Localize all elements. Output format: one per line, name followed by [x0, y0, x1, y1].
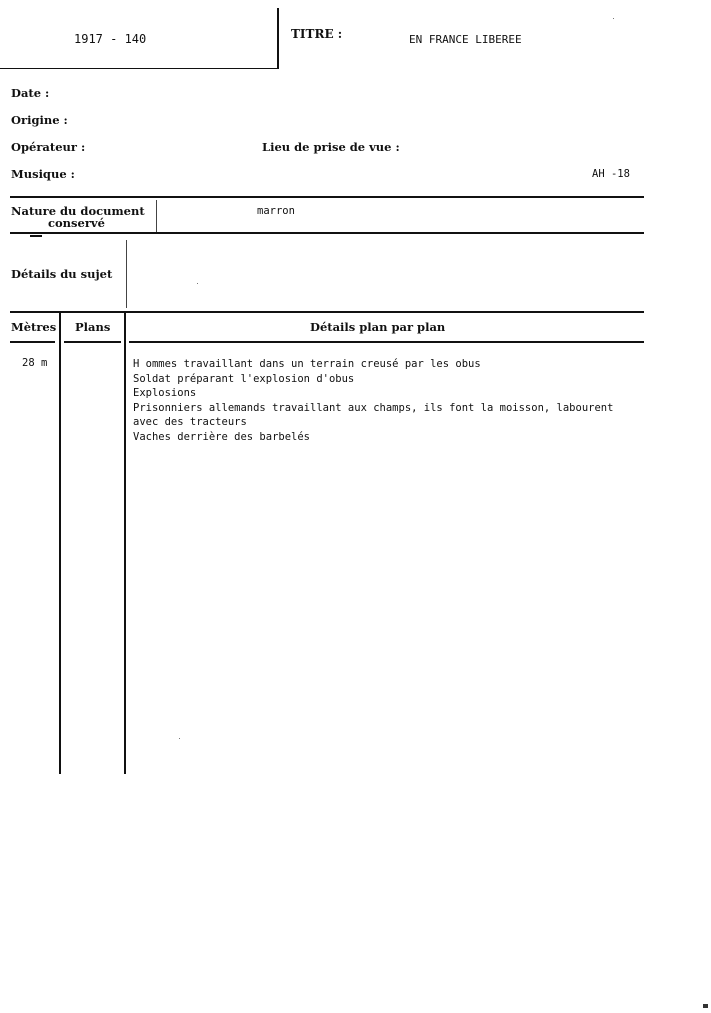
reference-number: 1917 - 140	[74, 32, 147, 46]
scan-speck	[179, 738, 180, 739]
scan-speck	[197, 283, 198, 284]
scan-mark	[30, 235, 42, 237]
description-line: Soldat préparant l'explosion d'obus	[133, 372, 355, 385]
table-top-rule	[10, 311, 644, 313]
scan-corner-mark	[703, 1004, 708, 1008]
lieu-label: Lieu de prise de vue :	[262, 140, 400, 154]
date-label: Date :	[11, 86, 50, 100]
origine-label: Origine :	[11, 113, 68, 127]
description-line: H ommes travaillant dans un terrain creusé par les obus	[133, 358, 481, 370]
nature-value: marron	[257, 205, 295, 217]
description-line: Vaches derrière des barbelés	[133, 430, 311, 443]
description-line: avec des tracteurs	[133, 416, 247, 428]
description-line: Prisonniers allemands travaillant aux champs, ils font la moisson, labourent	[133, 401, 614, 414]
col-header-plans: Plans	[75, 320, 111, 334]
nature-divider	[156, 200, 157, 232]
details-header-underline	[129, 341, 644, 343]
nature-label-line1: Nature du document	[11, 204, 145, 218]
nature-top-rule	[10, 196, 644, 198]
details-sujet-divider	[126, 240, 127, 308]
archive-code: AH -18	[592, 168, 630, 180]
nature-bottom-rule	[10, 232, 644, 234]
plans-header-underline	[64, 341, 121, 343]
nature-label-line2: conservé	[48, 216, 105, 230]
details-sujet-label: Détails du sujet	[11, 267, 113, 281]
scan-speck	[613, 18, 614, 19]
col-header-details: Détails plan par plan	[310, 320, 446, 334]
shot-descriptions	[133, 357, 643, 444]
musique-label: Musique :	[11, 167, 75, 181]
operateur-label: Opérateur :	[11, 140, 86, 154]
col-header-metres: Mètres	[11, 320, 57, 334]
metres-header-underline	[10, 341, 55, 343]
column-divider-1	[59, 313, 61, 774]
title-value: EN FRANCE LIBEREE	[409, 33, 522, 46]
column-divider-2	[124, 313, 126, 774]
title-label: TITRE :	[291, 27, 343, 41]
metres-value: 28 m	[22, 357, 48, 369]
description-line: Explosions	[133, 387, 197, 399]
